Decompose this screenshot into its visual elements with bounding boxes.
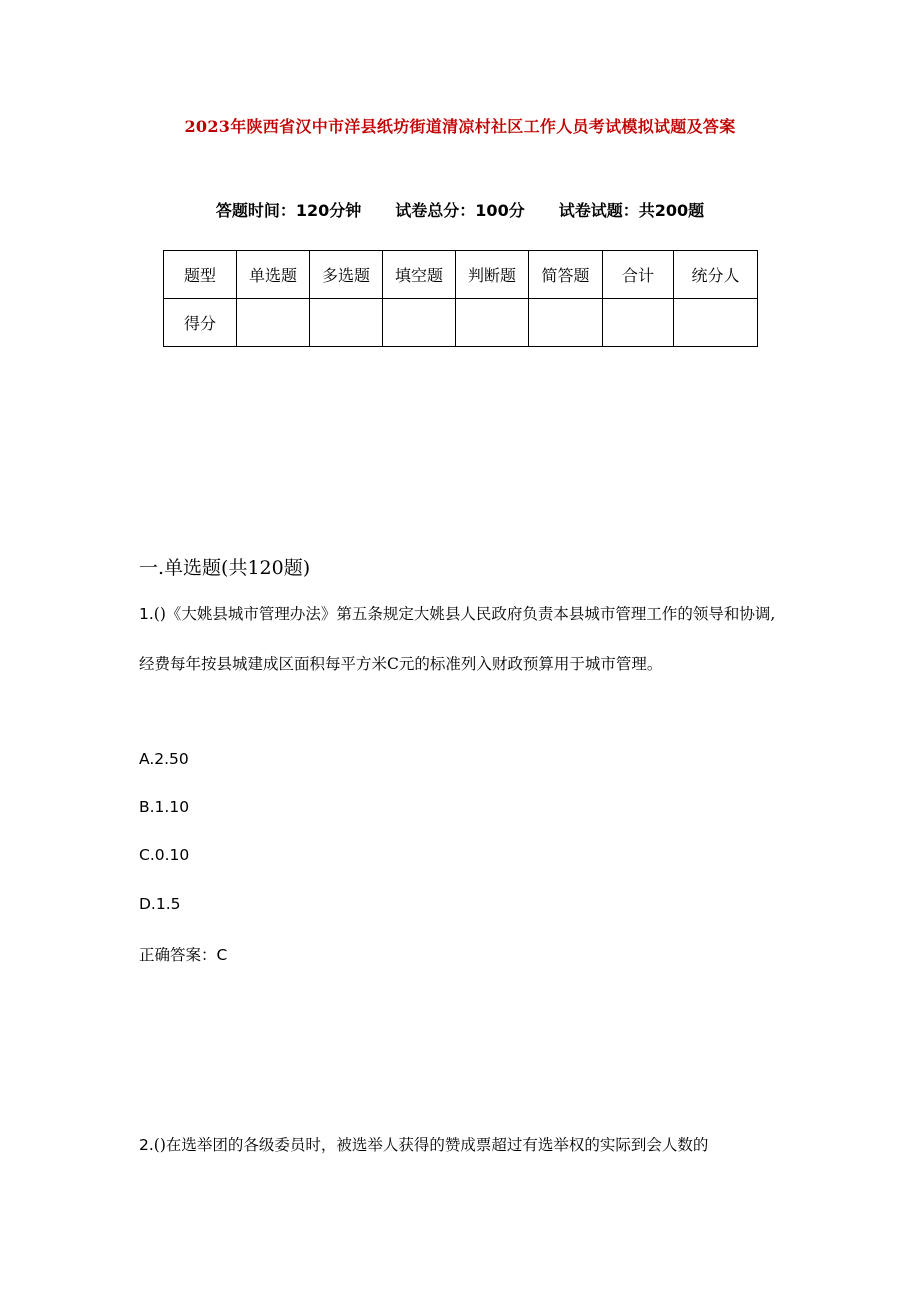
score-table-header-cell: 单选题: [237, 251, 310, 299]
question-1-option-a: A.2.50: [139, 750, 189, 768]
section-heading: 一.单选题(共120题): [139, 557, 311, 579]
score-table-cell: [237, 299, 310, 347]
score-table-cell: [529, 299, 603, 347]
question-2-text: [139, 1120, 789, 1170]
question-number: 2.: [139, 1136, 154, 1154]
score-table-cell: [603, 299, 674, 347]
question-1-option-d: D.1.5: [139, 895, 181, 913]
exam-time: 答题时间：120分钟: [215, 201, 362, 220]
exam-total-score: 试卷总分：100分: [395, 201, 525, 220]
score-table-header-cell: 简答题: [529, 251, 603, 299]
score-table-header-cell: 统分人: [674, 251, 758, 299]
question-1-option-b: B.1.10: [139, 798, 190, 816]
score-table-header-cell: 题型: [164, 251, 237, 299]
exam-question-count: 试卷试题：共200题: [558, 201, 705, 220]
score-table-header-cell: 合计: [603, 251, 674, 299]
exam-info: [0, 198, 920, 221]
score-table-cell: [310, 299, 383, 347]
score-table-cell: [383, 299, 456, 347]
score-table-header-row: [164, 251, 758, 299]
score-table: [163, 250, 758, 347]
score-table-cell: [674, 299, 758, 347]
score-table-cell: [456, 299, 529, 347]
document-title: 2023年陕西省汉中市洋县纸坊街道清凉村社区工作人员考试模拟试题及答案: [184, 117, 736, 136]
score-table-header-cell: 多选题: [310, 251, 383, 299]
answer-label: 正确答案：: [139, 946, 217, 964]
question-number: 1.: [139, 605, 154, 623]
score-table-score-row: [164, 299, 758, 347]
question-1-text: [139, 589, 789, 689]
answer-value: C: [216, 946, 228, 964]
score-table-header-cell: 填空题: [383, 251, 456, 299]
score-table-header-cell: 判断题: [456, 251, 529, 299]
question-body: ()在选举团的各级委员时，被选举人获得的赞成票超过有选举权的实际到会人数的: [153, 1136, 709, 1154]
score-table-row-label: 得分: [164, 299, 237, 347]
question-body: ()《大姚县城市管理办法》第五条规定大姚县人民政府负责本县城市管理工作的领导和协调,经费每年按县城建成区面积每平方米C元的标准列入财政预算用于城市管理。: [139, 605, 776, 673]
question-1-answer: [139, 943, 227, 965]
question-1-option-c: C.0.10: [139, 846, 190, 864]
